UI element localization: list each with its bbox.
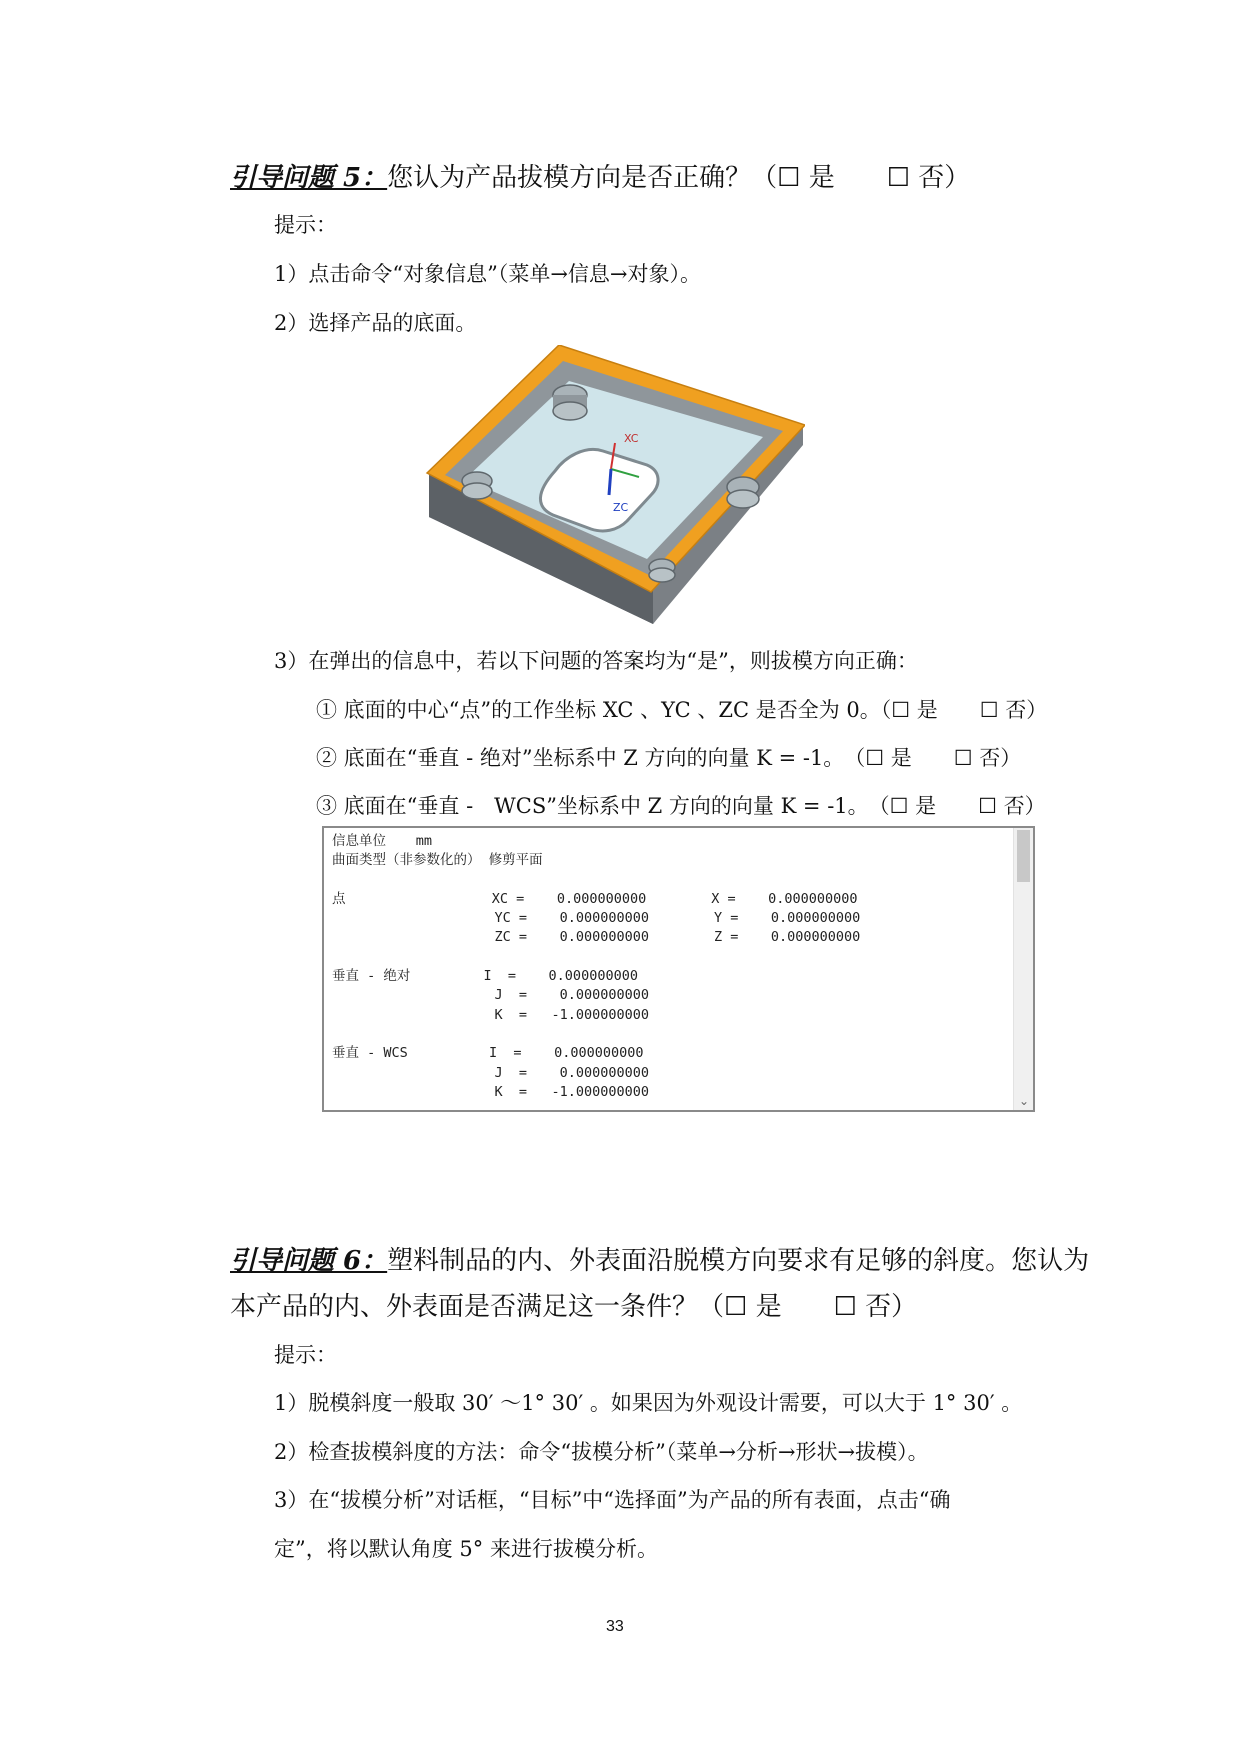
q5-step-2: 2）选择产品的底面。: [274, 311, 477, 335]
axis-xc-label: XC: [624, 432, 639, 445]
info-line: [332, 948, 860, 967]
info-line: 曲面类型（非参数化的） 修剪平面: [332, 852, 543, 869]
q5-step-3: 3）在弹出的信息中，若以下问题的答案均为“是”，则拔模方向正确：: [274, 649, 918, 673]
scroll-down-icon[interactable]: ⌄: [1018, 1094, 1029, 1108]
question-6-text-2: 本产品的内、外表面是否满足这一条件？（☐ 是 ☐ 否）: [230, 1292, 918, 1322]
q6-step-3b: 定”，将以默认角度 5° 来进行拔模分析。: [274, 1537, 658, 1561]
object-info-text: [332, 832, 860, 1102]
page-number: 33: [606, 1618, 624, 1635]
q5-hint: 提示：: [274, 213, 337, 237]
q5-check-1: ① 底面的中心“点”的工作坐标 XC 、YC 、ZC 是否全为 0。（☐ 是 ☐ 否）: [316, 698, 1048, 722]
q5-check-3: ③ 底面在“垂直 - WCS”坐标系中 Z 方向的向量 K = -1。 （☐ 是 ☐ 否）: [316, 794, 1046, 818]
q6-step-1: 1）脱模斜度一般取 30′ ～1° 30′ 。如果因为外观设计需要，可以大于 1° 30′ 。: [274, 1391, 1023, 1415]
info-line: 点 XC = 0.000000000 X = 0.000000000: [332, 890, 858, 907]
question-6-label: 引导问题 6：: [230, 1246, 388, 1276]
info-line: ZC = 0.000000000 Z = 0.000000000: [332, 929, 861, 946]
info-line: K = -1.000000000: [332, 1083, 649, 1100]
info-scrollbar-thumb[interactable]: [1017, 830, 1030, 882]
info-line: [332, 1025, 860, 1044]
q6-step-3a: 3）在“拔模分析”对话框，“目标”中“选择面”为产品的所有表面，点击“确: [274, 1488, 951, 1512]
q6-step-2: 2）检查拔模斜度的方法：命令“拔模分析”（菜单→分析→形状→拔模）。: [274, 1440, 929, 1464]
info-line: J = 0.000000000: [332, 987, 649, 1004]
q6-hint: 提示：: [274, 1343, 337, 1367]
info-line: 垂直 - WCS I = 0.000000000: [332, 1045, 644, 1062]
info-line: K = -1.000000000: [332, 1006, 649, 1023]
info-line: 垂直 - 绝对 I = 0.000000000: [332, 968, 638, 985]
question-6-text-1: 塑料制品的内、外表面沿脱模方向要求有足够的斜度。您认为: [387, 1246, 1090, 1276]
info-scrollbar[interactable]: [1013, 828, 1033, 1110]
question-5-text: 您认为产品拔模方向是否正确？（☐ 是 ☐ 否）: [387, 163, 971, 193]
question-6-title: [230, 1240, 1089, 1277]
info-line: YC = 0.000000000 Y = 0.000000000: [332, 910, 861, 927]
q5-step-1: 1）点击命令“对象信息”（菜单→信息→对象）。: [274, 262, 702, 286]
info-line: J = 0.000000000: [332, 1064, 649, 1081]
product-model-image: [425, 345, 805, 625]
question-5-label: 引导问题 5：: [230, 163, 388, 193]
q5-check-2: ② 底面在“垂直 - 绝对”坐标系中 Z 方向的向量 K = -1。 （☐ 是 ☐ 否）: [316, 746, 1022, 770]
info-line: 信息单位 mm: [332, 833, 433, 849]
question-5-title: [230, 157, 970, 194]
object-info-window: [322, 826, 1035, 1112]
axis-zc-label: ZC: [613, 501, 629, 514]
info-line: [332, 871, 860, 890]
